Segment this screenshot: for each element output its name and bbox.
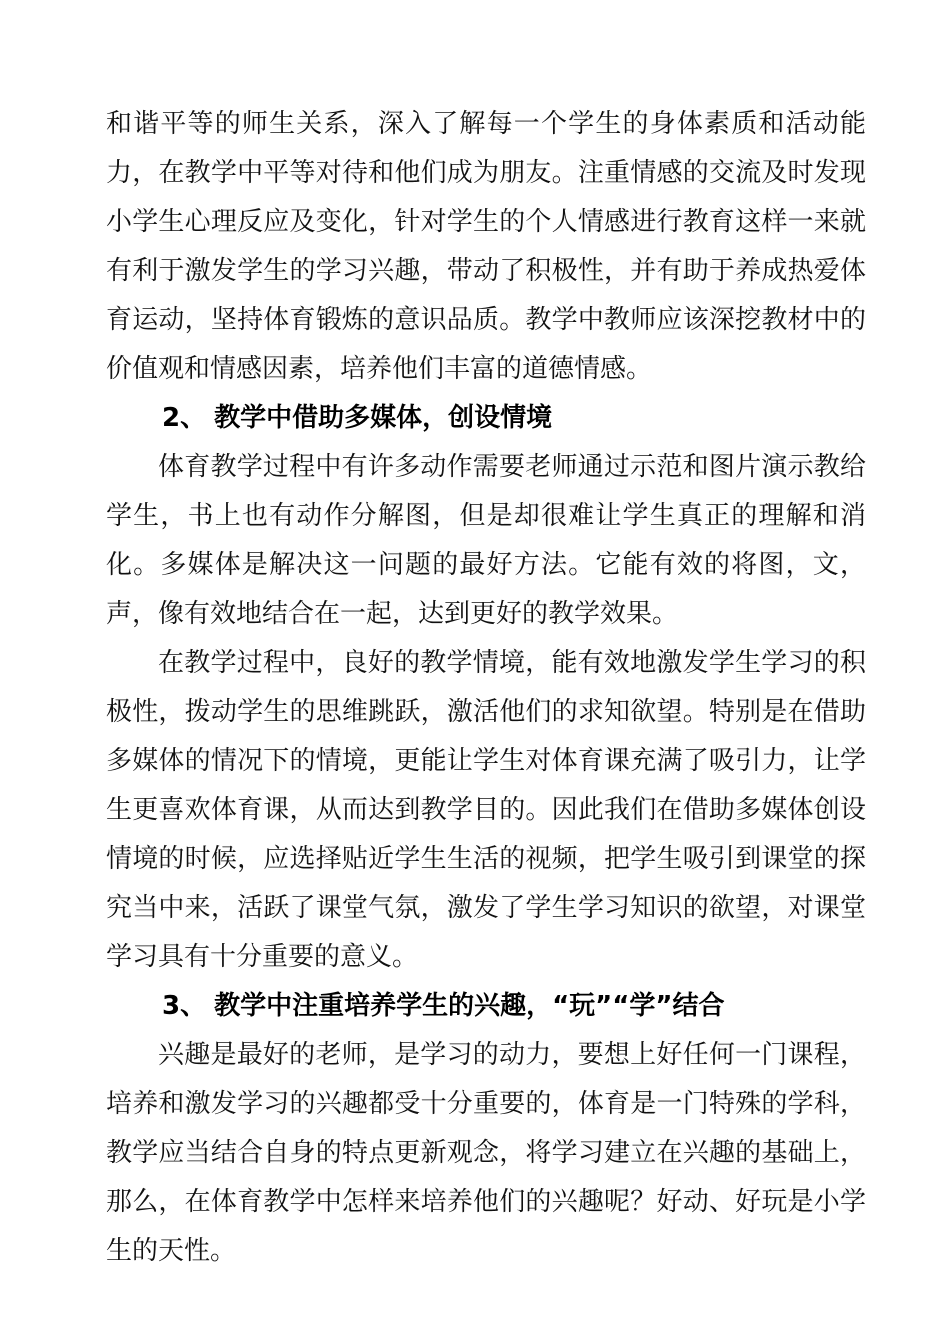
paragraph-continuation: 和谐平等的师生关系，深入了解每一个学生的身体素质和活动能力，在教学中平等对待和他们成为朋友。注重情感的交流及时发现小学生心理反应及变化，针对学生的个人情感进行教育这样一来就有利于激发学生的学习兴趣，带动了积极性，并有助于养成热爱体育运动，坚持体育锻炼的意识品质。教学中教师应该深挖教材中的价值观和情感因素，培养他们丰富的道德情感。 (106, 109, 866, 384)
section-title-3: 教学中注重培养学生的兴趣，“玩”“学”结合 (214, 991, 725, 1021)
section-heading-3 (106, 982, 866, 1031)
section-number-2: 2、 (162, 403, 207, 433)
paragraph-teaching-situation: 在教学过程中，良好的教学情境，能有效地激发学生学习的积极性，拨动学生的思维跳跃，激活他们的求知欲望。特别是在借助多媒体的情况下的情境，更能让学生对体育课充满了吸引力，让学生更喜欢体育课，从而达到教学目的。因此我们在借助多媒体创设情境的时候，应选择贴近学生生活的视频，把学生吸引到课堂的探究当中来，活跃了课堂气氛，激发了学生学习知识的欲望，对课堂学习具有十分重要的意义。 (106, 648, 866, 972)
section-heading-2 (106, 394, 866, 443)
paragraph-interest: 兴趣是最好的老师，是学习的动力，要想上好任何一门课程，培养和激发学习的兴趣都受十分重要的，体育是一门特殊的学科，教学应当结合自身的特点更新观念，将学习建立在兴趣的基础上，那么，在体育教学中怎样来培养他们的兴趣呢？好动、好玩是小学生的天性。 (106, 1040, 866, 1266)
section-title-2: 教学中借助多媒体，创设情境 (214, 403, 553, 433)
section-number-3: 3、 (162, 991, 207, 1021)
paragraph-multimedia-demo: 体育教学过程中有许多动作需要老师通过示范和图片演示教给学生，书上也有动作分解图，但是却很难让学生真正的理解和消化。多媒体是解决这一问题的最好方法。它能有效的将图，文，声，像有效地结合在一起，达到更好的教学效果。 (106, 452, 866, 629)
document-body (106, 100, 866, 1276)
